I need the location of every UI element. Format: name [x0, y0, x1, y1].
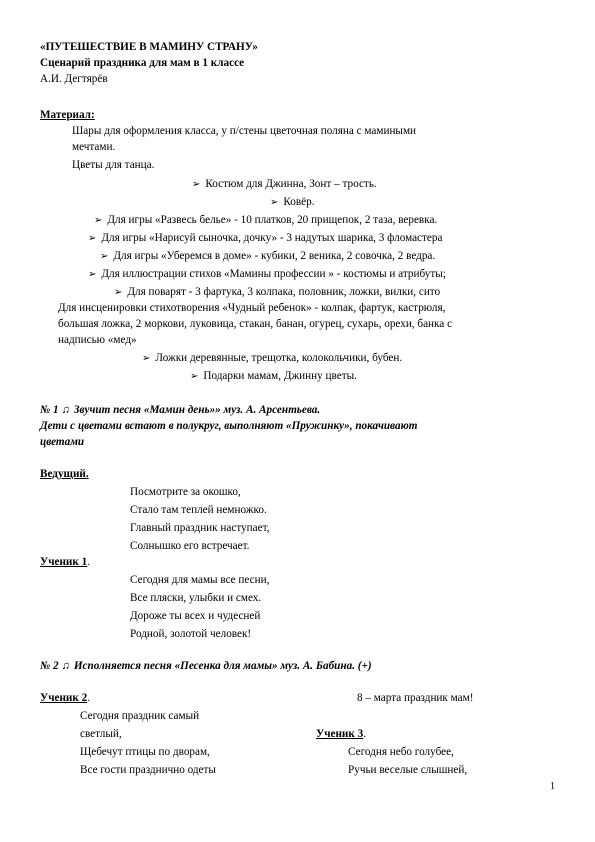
verse-line: Все гости празднично одеты — [80, 764, 216, 776]
arrow-bullet-icon: ➢ — [94, 215, 103, 226]
arrow-bullet-icon: ➢ — [190, 371, 199, 382]
page-number: 1 — [550, 781, 555, 792]
materials-list-item: ➢ Для поварят - 3 фартука, 3 колпака, половник, ложки, вилки, сито — [114, 286, 441, 298]
verse-line: Солнышко его встречает. — [130, 540, 250, 552]
arrow-bullet-icon: ➢ — [100, 251, 109, 262]
materials-list-item: ➢ Ложки деревянные, трещотка, колокольчики, бубен. — [142, 352, 403, 364]
document-subtitle: Сценарий праздника для мам в 1 классе — [40, 57, 245, 69]
materials-list-item: ➢ Для игры «Нарисуй сыночка, дочку» - 3 надутых шарика, 3 фломастера — [88, 232, 443, 244]
materials-text-line: мечтами. — [72, 141, 116, 153]
arrow-bullet-icon: ➢ — [88, 233, 97, 244]
section-heading: № 2 ♫ Исполняется песня «Песенка для мамы» муз. А. Бабина. (+) — [40, 660, 372, 672]
arrow-bullet-icon: ➢ — [88, 269, 97, 280]
materials-text-line: надписью «мед» — [58, 334, 137, 346]
document-author: А.И. Дегтярёв — [40, 73, 108, 85]
music-note-icon: ♫ — [61, 404, 70, 416]
verse-line: Стало там теплей немножко. — [130, 504, 267, 516]
verse-line: Главный праздник наступает, — [130, 522, 270, 534]
verse-line: Все пляски, улыбки и смех. — [130, 592, 262, 604]
materials-heading: Материал: — [40, 109, 95, 121]
verse-line: Посмотрите за окошко, — [130, 486, 241, 498]
materials-list-item: ➢ Для игры «Развесь белье» - 10 платков, 20 прищепок, 2 таза, веревка. — [94, 214, 438, 226]
verse-line: Сегодня небо голубее, — [348, 746, 454, 758]
verse-line: Родной, золотой человек! — [130, 628, 252, 640]
speaker-label: Ведущий. — [40, 468, 89, 480]
section-heading: № 1 ♫ Звучит песня «Мамин день»» муз. А. Арсентьева. — [40, 404, 321, 416]
verse-line: Сегодня для мамы все песни, — [130, 574, 270, 586]
materials-list-item: ➢ Ковёр. — [270, 196, 315, 208]
materials-text-line: большая ложка, 2 моркови, луковица, стакан, банан, огурец, сухарь, орехи, банка с — [58, 318, 453, 330]
materials-text-line: Шары для оформления класса, у п/стены цветочная поляна с мамиными — [72, 125, 417, 137]
document-title: «ПУТЕШЕСТВИЕ В МАМИНУ СТРАНУ» — [40, 41, 258, 53]
speaker-label: Ученик 1. — [40, 556, 91, 568]
materials-text-line: Для инсценировки стихотворения «Чудный ребенок» - колпак, фартук, кастрюля, — [58, 302, 446, 314]
stage-direction: Дети с цветами встают в полукруг, выполняют «Пружинку», покачивают — [40, 420, 418, 432]
stage-direction: цветами — [40, 436, 85, 448]
arrow-bullet-icon: ➢ — [270, 197, 279, 208]
verse-line: Ручьи веселые слышней, — [348, 764, 468, 776]
materials-list-item: ➢ Костюм для Джинна, Зонт – трость. — [192, 178, 377, 190]
verse-line: Сегодня праздник самый — [80, 710, 200, 722]
verse-line: 8 – марта праздник мам! — [357, 692, 474, 704]
materials-text-line: Цветы для танца. — [72, 159, 155, 171]
verse-line: Дороже ты всех и чудесней — [130, 610, 261, 622]
music-note-icon: ♫ — [61, 660, 70, 672]
arrow-bullet-icon: ➢ — [114, 287, 123, 298]
verse-line: Щебечут птицы по дворам, — [80, 746, 210, 758]
arrow-bullet-icon: ➢ — [192, 179, 201, 190]
materials-list-item: ➢ Для игры «Уберемся в доме» - кубики, 2 веника, 2 совочка, 2 ведра. — [100, 250, 436, 262]
speaker-label: Ученик 3. — [316, 728, 367, 740]
verse-line: светлый, — [80, 728, 122, 740]
materials-list-item: ➢ Подарки мамам, Джинну цветы. — [190, 370, 357, 382]
speaker-label: Ученик 2. — [40, 692, 91, 704]
arrow-bullet-icon: ➢ — [142, 353, 151, 364]
materials-list-item: ➢ Для иллюстрации стихов «Мамины профессии » - костюмы и атрибуты; — [88, 268, 446, 280]
